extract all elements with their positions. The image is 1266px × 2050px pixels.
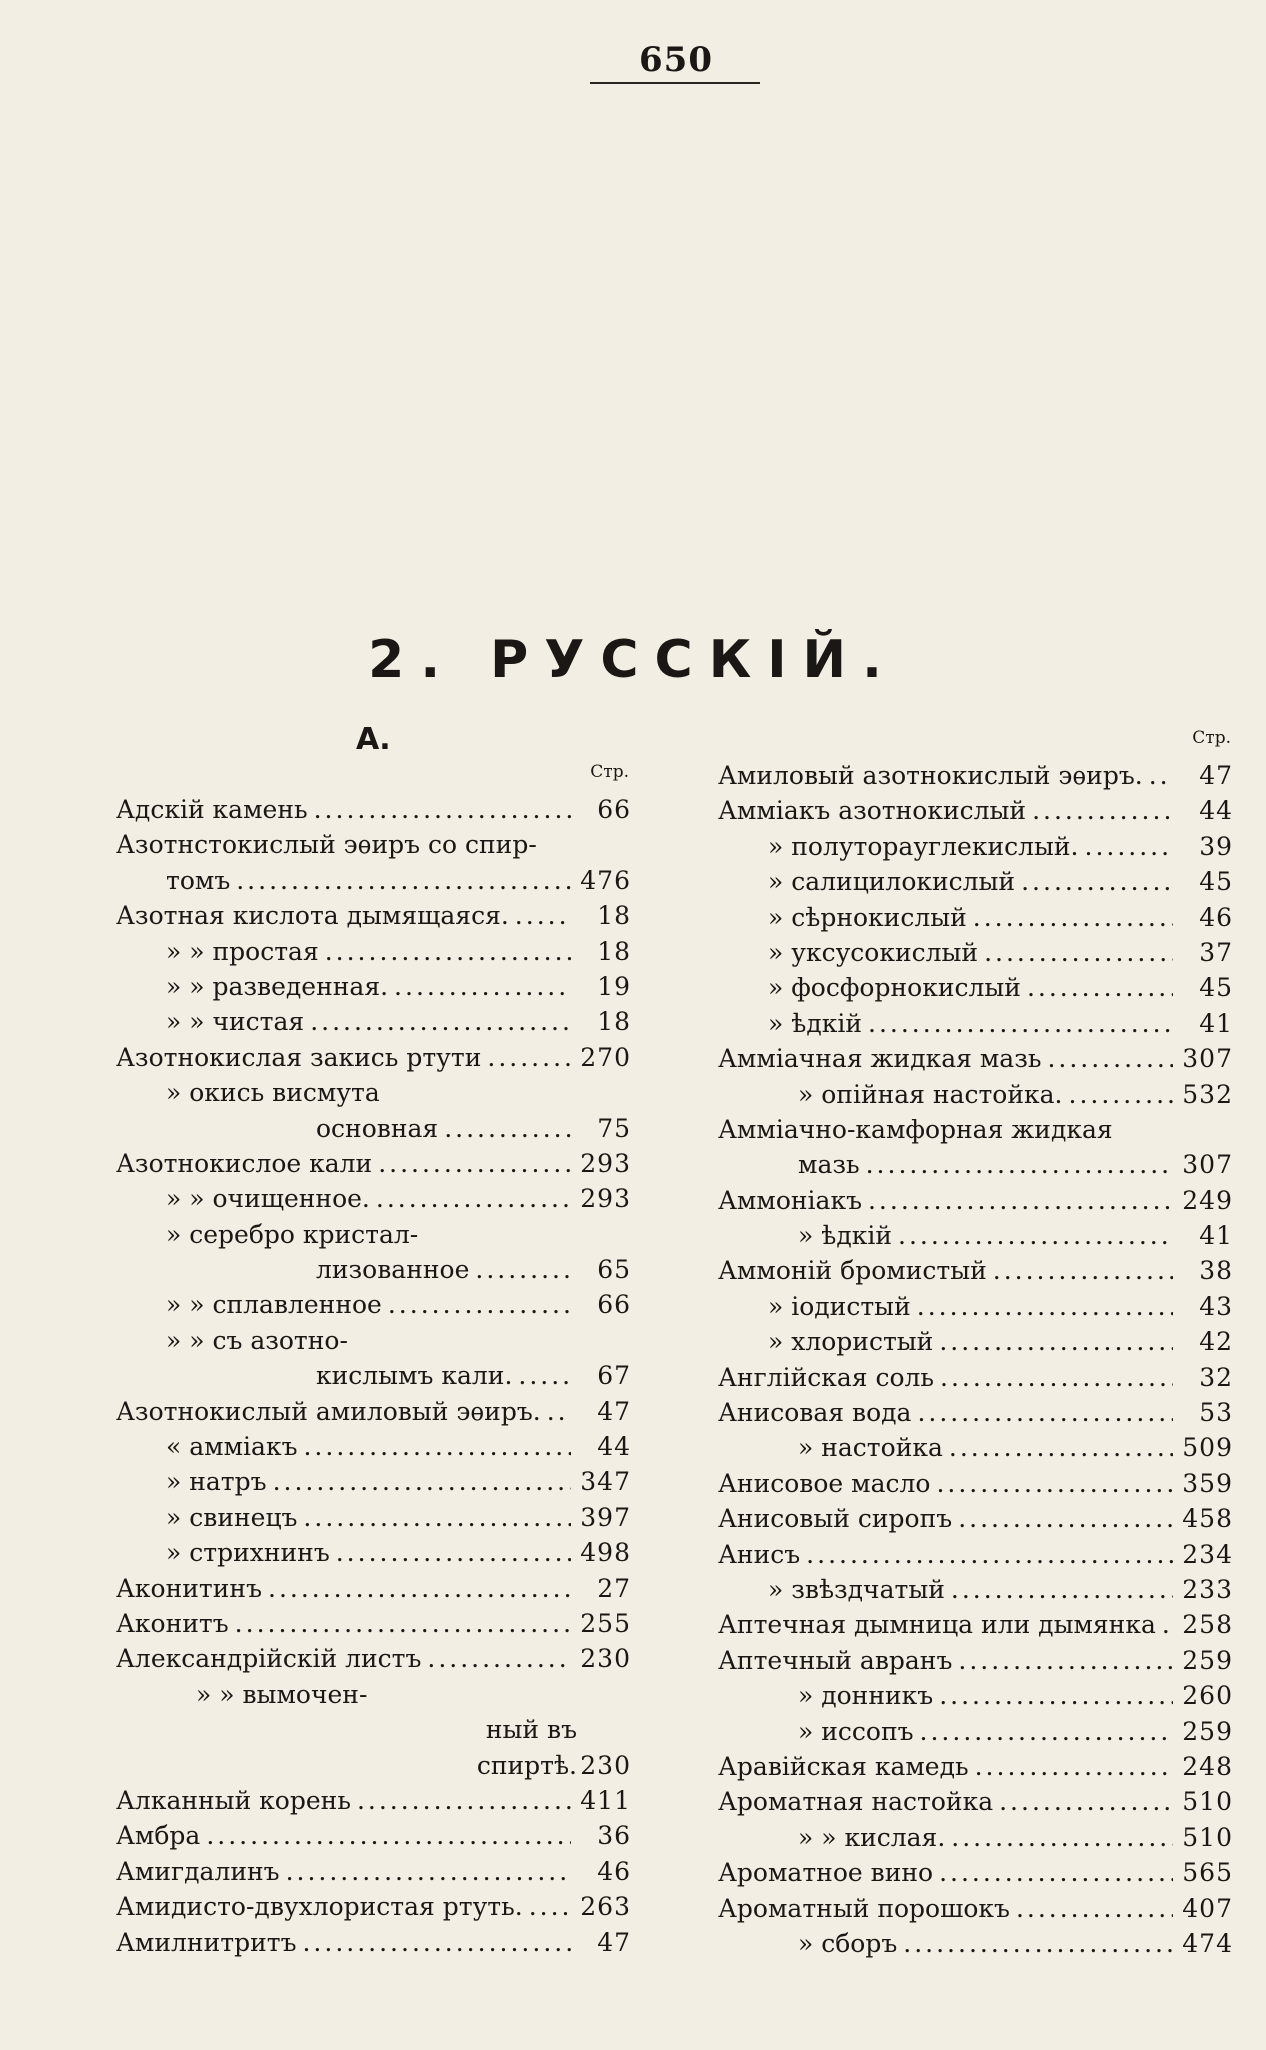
index-entry (116, 1500, 631, 1535)
entry-page: 411 (580, 1785, 631, 1815)
index-entry (718, 1360, 1233, 1395)
entry-term: » » очищенное. (166, 1184, 370, 1214)
entry-page: 47 (1199, 761, 1233, 790)
entry-page: 66 (597, 1290, 631, 1320)
entry-page: 45 (1199, 867, 1233, 897)
entry-page: 258 (1182, 1610, 1233, 1640)
index-entry (116, 1854, 631, 1889)
entry-page: 293 (580, 1184, 631, 1214)
index-entry (116, 1075, 631, 1110)
entry-page: 458 (1182, 1504, 1233, 1534)
index-entry (116, 934, 631, 969)
entry-term: Аконитъ (116, 1608, 229, 1638)
index-entry (116, 1040, 631, 1075)
index-entry (116, 1818, 631, 1853)
entry-term: Анисовое масло (718, 1468, 931, 1498)
leader-dots (1032, 793, 1173, 828)
index-entry (718, 1430, 1233, 1465)
leader-dots (444, 1111, 571, 1146)
entry-term: » » вымочен- (196, 1679, 368, 1709)
index-entry (116, 898, 631, 933)
index-entry (718, 1572, 1233, 1607)
leader-dots (273, 1464, 571, 1499)
index-entry (116, 1889, 631, 1924)
entry-page: 248 (1182, 1751, 1233, 1781)
entry-term: Амбра (116, 1821, 201, 1851)
entry-term: Аптечный авранъ (718, 1645, 953, 1675)
leader-dots (475, 1252, 571, 1287)
entry-term: » сборъ (798, 1928, 898, 1958)
entry-term: Аконитинъ (116, 1573, 262, 1603)
index-entry (718, 1607, 1233, 1642)
entry-page: 47 (597, 1396, 631, 1426)
entry-term: Анисъ (718, 1539, 801, 1569)
entry-page: 260 (1182, 1681, 1233, 1711)
entry-page: 47 (597, 1927, 631, 1957)
entry-page: 18 (597, 936, 631, 966)
index-entry (718, 864, 1233, 899)
index-entry (116, 1004, 631, 1039)
entry-term: » ѣдкій (768, 1008, 862, 1038)
leader-dots (903, 1926, 1173, 1961)
index-entry (116, 1111, 631, 1146)
index-entry (718, 1891, 1233, 1926)
entry-page: 255 (580, 1608, 631, 1638)
entry-page: 42 (1199, 1327, 1233, 1357)
entry-term: Азотнокислое кали (116, 1148, 373, 1178)
index-entry (718, 1855, 1233, 1890)
index-entry (718, 1749, 1233, 1784)
entry-term: » уксусокислый (768, 937, 979, 967)
index-entry (116, 1783, 631, 1818)
entry-term: Аммоніакъ (718, 1185, 862, 1215)
entry-page: 46 (1199, 902, 1233, 932)
entry-page: 67 (597, 1361, 631, 1391)
entry-page: 293 (580, 1148, 631, 1178)
entry-term: спиртѣ. (476, 1750, 577, 1780)
entry-term: » серебро кристал- (166, 1219, 419, 1249)
leader-dots (325, 934, 571, 969)
index-entry (718, 1501, 1233, 1536)
entry-page: 347 (580, 1467, 631, 1497)
entry-term: » » простая (166, 936, 319, 966)
entry-term: Ароматный порошокъ (718, 1893, 1010, 1923)
page-number: 650 (639, 40, 713, 80)
entry-page: 66 (597, 795, 631, 824)
index-entry (116, 1641, 631, 1676)
index-entry (718, 758, 1233, 793)
index-entry (116, 1181, 631, 1216)
entry-page: 307 (1182, 1150, 1233, 1180)
entry-term: томъ (166, 865, 231, 895)
header-rule (590, 82, 760, 84)
leader-dots (378, 1146, 571, 1181)
entry-term: Амилнитритъ (116, 1927, 297, 1957)
entry-page: 230 (580, 1750, 631, 1780)
entry-term: Анисовый сиропъ (718, 1504, 953, 1534)
leader-dots (984, 935, 1173, 970)
entry-page: 565 (1182, 1858, 1233, 1888)
entry-term: ный въ (485, 1715, 577, 1745)
entry-term: » донникъ (798, 1681, 934, 1711)
index-entry (116, 1606, 631, 1641)
index-entry (116, 1146, 631, 1181)
entry-page: 44 (597, 1432, 631, 1462)
leader-dots (920, 1714, 1173, 1749)
entry-page: 37 (1199, 937, 1233, 967)
index-entry (718, 1395, 1233, 1430)
entry-page: 474 (1182, 1928, 1233, 1958)
index-entry (116, 969, 631, 1004)
index-entry (718, 1183, 1233, 1218)
entry-page: 249 (1182, 1185, 1233, 1215)
entry-term: Александрійскій листъ (116, 1644, 422, 1674)
entry-page: 38 (1199, 1256, 1233, 1286)
entry-page: 75 (597, 1113, 631, 1143)
leader-dots (547, 1394, 571, 1429)
entry-term: Ароматная настойка (718, 1787, 994, 1817)
index-entry (116, 1464, 631, 1499)
leader-dots (394, 969, 571, 1004)
right-entries (718, 758, 1233, 1961)
page-column-header: Стр. (1192, 728, 1231, 748)
index-entry (116, 1358, 631, 1393)
leader-dots (235, 1606, 571, 1641)
leader-dots (1162, 1607, 1173, 1642)
leader-dots (898, 1218, 1173, 1253)
entry-page: 359 (1182, 1468, 1233, 1498)
entry-term: Алканный корень (116, 1785, 351, 1815)
leader-dots (806, 1537, 1173, 1572)
entry-page: 510 (1182, 1822, 1233, 1852)
index-entry (116, 1712, 631, 1747)
entry-term: » окись висмута (166, 1078, 380, 1108)
leader-dots (939, 1324, 1173, 1359)
entry-page: 18 (597, 1007, 631, 1037)
leader-dots (268, 1571, 571, 1606)
entry-page: 18 (597, 901, 631, 931)
leader-dots (303, 1500, 571, 1535)
index-entry (116, 1217, 631, 1252)
index-entry (718, 1784, 1233, 1819)
leader-dots (975, 1749, 1173, 1784)
entry-term: Англійская соль (718, 1362, 935, 1392)
entry-term: « амміакъ (166, 1432, 298, 1462)
right-column (718, 728, 1233, 1961)
index-entry (116, 827, 631, 862)
entry-term: Амміакъ азотнокислый (718, 796, 1027, 826)
entry-term: » стрихнинъ (166, 1538, 330, 1568)
entry-term: » опійная настойка. (798, 1079, 1063, 1109)
leader-dots (949, 1430, 1173, 1465)
entry-term: кислымъ кали. (316, 1361, 513, 1391)
index-entry (718, 1714, 1233, 1749)
index-entry (116, 1535, 631, 1570)
entry-page: 46 (597, 1856, 631, 1886)
entry-term: » іодистый (768, 1291, 911, 1321)
index-entry (718, 1253, 1233, 1288)
entry-page: 41 (1199, 1221, 1233, 1251)
index-entry (116, 1287, 631, 1322)
entry-term: Азотная кислота дымящаяся. (116, 901, 509, 931)
entry-page: 532 (1182, 1079, 1233, 1109)
entry-term: Адскій камень (116, 795, 308, 824)
entry-term: » хлористый (768, 1327, 934, 1357)
index-entry (718, 1147, 1233, 1182)
index-entry (718, 1006, 1233, 1041)
entry-term: » полуторауглекислый. (768, 831, 1079, 861)
leader-dots (1027, 970, 1173, 1005)
leader-dots (314, 792, 571, 827)
entry-page: 39 (1199, 831, 1233, 861)
leader-dots (487, 1040, 571, 1075)
entry-page: 65 (597, 1255, 631, 1285)
letter-heading: А. (356, 722, 391, 757)
leader-dots (958, 1643, 1173, 1678)
entry-page: 270 (580, 1042, 631, 1072)
leader-dots (940, 1360, 1173, 1395)
leader-dots (236, 863, 571, 898)
entry-term: Амиловый азотнокислый эѳиръ. (718, 761, 1143, 790)
entry-term: Аравійская камедь (718, 1751, 969, 1781)
entry-term: » салицилокислый (768, 867, 1016, 897)
entry-page: 234 (1182, 1539, 1233, 1569)
leader-dots (936, 1466, 1173, 1501)
leader-dots (951, 1820, 1173, 1855)
entry-term: Азотнстокислый эѳиръ со спир- (116, 830, 537, 860)
entry-term: » » чистая (166, 1007, 305, 1037)
leader-dots (917, 1289, 1173, 1324)
leader-dots (529, 1889, 571, 1924)
leader-dots (336, 1535, 571, 1570)
leader-dots (917, 1395, 1173, 1430)
leader-dots (939, 1855, 1173, 1890)
entry-term: » звѣздчатый (768, 1574, 945, 1604)
entry-page: 19 (597, 971, 631, 1001)
entry-term: » ѣдкій (798, 1221, 892, 1251)
leader-dots (303, 1429, 571, 1464)
index-entry (718, 1289, 1233, 1324)
entry-term: » иссопъ (798, 1716, 914, 1746)
index-entry (718, 829, 1233, 864)
entry-page: 27 (597, 1573, 631, 1603)
entry-term: Азотнокислый амиловый эѳиръ. (116, 1396, 541, 1426)
index-entry (718, 970, 1233, 1005)
index-entry (718, 1926, 1233, 1961)
page-column-header: Стр. (590, 762, 629, 782)
entry-page: 43 (1199, 1291, 1233, 1321)
entry-page: 498 (580, 1538, 631, 1568)
leader-dots (302, 1925, 571, 1960)
index-entry (116, 1429, 631, 1464)
leader-dots (993, 1253, 1173, 1288)
index-entry (718, 1324, 1233, 1359)
leader-dots (999, 1784, 1173, 1819)
entry-term: » натръ (166, 1467, 267, 1497)
entry-page: 53 (1199, 1398, 1233, 1428)
index-entry (718, 935, 1233, 970)
leader-dots (951, 1572, 1173, 1607)
leader-dots (515, 898, 571, 933)
entry-term: Амміачная жидкая мазь (718, 1044, 1042, 1074)
leader-dots (1069, 1077, 1174, 1112)
index-entry (116, 792, 631, 827)
entry-term: Ароматное вино (718, 1858, 934, 1888)
entry-page: 397 (580, 1502, 631, 1532)
section-title: 2. РУССКІЙ. (368, 630, 898, 690)
index-entry (718, 793, 1233, 828)
leader-dots (310, 1004, 571, 1039)
leader-dots (357, 1783, 571, 1818)
leader-dots (376, 1181, 571, 1216)
entry-page: 407 (1182, 1893, 1233, 1923)
index-entry (116, 1323, 631, 1358)
entry-page: 41 (1199, 1008, 1233, 1038)
index-entry (116, 1394, 631, 1429)
leader-dots (1047, 1041, 1173, 1076)
entry-term: » свинецъ (166, 1502, 298, 1532)
index-entry (718, 1218, 1233, 1253)
index-entry (116, 1252, 631, 1287)
entry-page: 476 (580, 865, 631, 895)
leader-dots (939, 1678, 1173, 1713)
leader-dots (868, 1183, 1173, 1218)
entry-term: основная (316, 1113, 439, 1143)
entry-term: лизованное (316, 1255, 470, 1285)
left-entries (116, 792, 631, 1960)
entry-term: мазь (798, 1150, 860, 1180)
leader-dots (518, 1358, 571, 1393)
entry-term: Аптечная дымница или дымянка (718, 1610, 1156, 1640)
entry-page: 263 (580, 1892, 631, 1922)
entry-term: Амигдалинъ (116, 1856, 280, 1886)
leader-dots (1149, 758, 1173, 793)
leader-dots (1085, 829, 1174, 864)
entry-term: Аммоній бромистый (718, 1256, 987, 1286)
index-entry (718, 900, 1233, 935)
left-column (116, 762, 631, 1960)
entry-page: 44 (1199, 796, 1233, 826)
entry-page: 230 (580, 1644, 631, 1674)
leader-dots (206, 1818, 571, 1853)
index-entry (718, 1112, 1233, 1147)
entry-term: Амміачно-камфорная жидкая (718, 1114, 1113, 1144)
entry-term: » фосфорнокислый (768, 973, 1021, 1003)
entry-page: 32 (1199, 1362, 1233, 1392)
entry-page: 259 (1182, 1645, 1233, 1675)
index-entry (116, 1925, 631, 1960)
index-entry (718, 1820, 1233, 1855)
leader-dots (286, 1854, 571, 1889)
entry-page: 36 (597, 1821, 631, 1851)
entry-term: » настойка (798, 1433, 943, 1463)
entry-term: » » кислая. (798, 1822, 946, 1852)
index-entry (718, 1077, 1233, 1112)
index-entry (718, 1537, 1233, 1572)
leader-dots (866, 1147, 1173, 1182)
entry-term: » » съ азотно- (166, 1325, 348, 1355)
entry-term: » » сплавленное (166, 1290, 382, 1320)
entry-term: Амидисто-двухлористая ртуть. (116, 1892, 523, 1922)
index-entry (718, 1643, 1233, 1678)
index-entry (116, 1571, 631, 1606)
leader-dots (388, 1287, 571, 1322)
entry-page: 233 (1182, 1574, 1233, 1604)
index-entry (718, 1678, 1233, 1713)
index-entry (116, 1677, 631, 1712)
index-entry (718, 1466, 1233, 1501)
leader-dots (958, 1501, 1173, 1536)
entry-page: 307 (1182, 1044, 1233, 1074)
leader-dots (1016, 1891, 1173, 1926)
leader-dots (1021, 864, 1173, 899)
leader-dots (427, 1641, 571, 1676)
entry-page: 509 (1182, 1433, 1233, 1463)
entry-page: 510 (1182, 1787, 1233, 1817)
entry-term: Анисовая вода (718, 1398, 912, 1428)
entry-page: 259 (1182, 1716, 1233, 1746)
leader-dots (973, 900, 1173, 935)
index-entry (116, 863, 631, 898)
entry-page: 45 (1199, 973, 1233, 1003)
entry-term: » сѣрнокислый (768, 902, 967, 932)
index-entry (116, 1748, 631, 1783)
entry-term: » » разведенная. (166, 971, 389, 1001)
leader-dots (868, 1006, 1173, 1041)
index-entry (718, 1041, 1233, 1076)
entry-term: Азотнокислая закись ртути (116, 1042, 482, 1072)
